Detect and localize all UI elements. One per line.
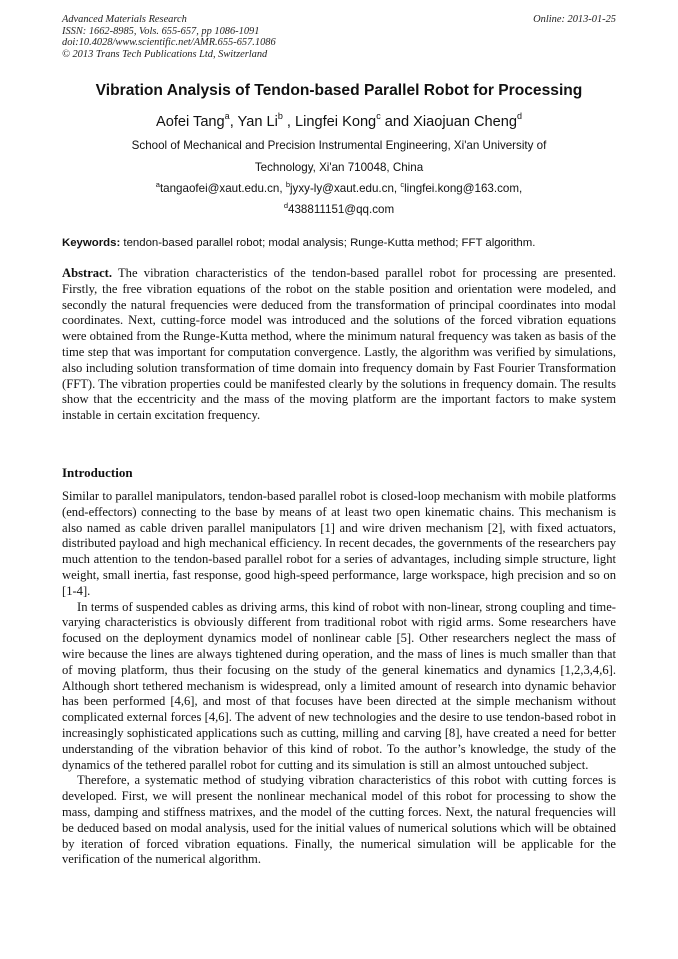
email-mark: c xyxy=(400,180,405,189)
section-heading-introduction: Introduction xyxy=(62,465,133,480)
author-name: Xiaojuan Cheng xyxy=(413,114,518,130)
email-line-1 xyxy=(40,182,638,196)
author-name: Aofei Tang xyxy=(155,114,225,130)
issn-line: ISSN: 1662-8985, Vols. 655-657, pp 1086-1091 xyxy=(62,25,260,37)
keywords-text: tendon-based parallel robot; modal analysis; Runge-Kutta method; FFT algorithm. xyxy=(120,237,536,249)
keywords xyxy=(62,236,622,250)
email-address: lingfei.kong@163.com, xyxy=(404,182,523,195)
doi-line: doi:10.4028/www.scientific.net/AMR.655-657.1086 xyxy=(62,37,276,48)
copyright-line: © 2013 Trans Tech Publications Ltd, Switzerland xyxy=(62,48,268,60)
author-affil-mark: a xyxy=(224,111,230,121)
affiliation-line-2: Technology, Xi'an 710048, China xyxy=(254,161,424,174)
online-date: Online: 2013-01-25 xyxy=(533,14,616,25)
author-affil-mark: b xyxy=(277,111,283,121)
email-mark: d xyxy=(283,201,289,210)
author-list xyxy=(40,113,638,131)
abstract-text: The vibration characteristics of the tendon-based parallel robot for processing are presented. Firstly, the free vibration equations of the robot on the stable position and orientation were modeled, and secondly the natural frequencies were deduced from the transformation of principal coordinates into modal coordinates. Next, cutting-force model was introduced and the solutions of the forced vibration equations were obtained from the Runge-Kutta method, where the minimum natural frequency was taken as basis of the time step that was important for computation convergence. Lastly, the algorithm was verified by simulations, also including solution transformation of time domain into frequency domain by Fast Fourier Transformation (FFT). The vibration properties could be manifested clearly by the solutions in frequency domain. The results show that the eccentricity and the mass of the moving platform are the important factors to make system instable in certain excitation frequency. xyxy=(62,266,616,423)
email-mark: b xyxy=(285,180,290,189)
abstract-label: Abstract. xyxy=(62,266,113,280)
email-mark: a xyxy=(155,180,160,189)
email-address: tangaofei@xaut.edu.cn, xyxy=(159,182,286,195)
author-affil-mark: c xyxy=(376,111,381,121)
email-line-2 xyxy=(40,203,638,217)
journal-header xyxy=(62,14,616,60)
intro-paragraph: Similar to parallel manipulators, tendon-based parallel robot is closed-loop mechanism with mobile platforms (end-effectors) connecting to the base by means of at least two open kinematic chains. This mechanism is also named as cable driven parallel manipulators [1] and wire driven mechanism [2], with fixed actuators, distributed payload and high mechanical efficiency. In recent decades, the governments of the researchers pay much attention to the tendon-based parallel robot for a series of advantages, including simple structure, light weight, small inertia, fast response, good high-speed performance, large workspace, high precision and so on [1-4]. xyxy=(62,489,616,598)
introduction-body xyxy=(62,489,616,868)
intro-paragraph: In terms of suspended cables as driving arms, this kind of robot with non-linear, strong coupling and time-varying characteristics is obviously different from traditional robot with rigid arms. Some researchers have focused on the deployment dynamics model of nonlinear cable [5]. Other researchers neglect the mass of wire because the lines are always tightened during operation, and the mass of lines is much smaller than that of moving platform, thus their focusing on the study of the general kinematics and dynamics [1,2,3,4,6]. Although short tethered mechanism is widespread, only a limited amount of research into dynamic behavior has been performed [4,6], and most of that focuses have been directed at the simple mechanism without complicated external forces [4,6]. The advent of new technologies and the desire to use tendon-based robot in increasingly sophisticated applications such as cutting, milling and carving [8], have created a need for better understanding of the vibration behavior of this kind of robot. To the author’s knowledge, the study of the dynamics of the tethered parallel robot for cutting and its simulation is still an almost untouched subject. xyxy=(62,599,616,772)
author-name: Lingfei Kong xyxy=(295,114,377,130)
email-address: 438811151@qq.com xyxy=(288,203,395,216)
abstract xyxy=(62,266,616,424)
author-name: Yan Li xyxy=(237,114,278,130)
author-separator: , xyxy=(282,114,296,130)
email-address: jyxy-ly@xaut.edu.cn, xyxy=(289,182,401,195)
keywords-label: Keywords: xyxy=(62,237,121,249)
affiliation-line-1: School of Mechanical and Precision Instrumental Engineering, Xi'an University of xyxy=(131,139,547,152)
journal-name: Advanced Materials Research xyxy=(62,14,187,25)
intro-paragraph: Therefore, a systematic method of studying vibration characteristics of this robot with cutting forces is developed. First, we will present the nonlinear mechanical model of this robot for processing to show the mass, damping and stiffness matrixes, and the model of the cutting forces. Next, the natural frequencies will be deduced based on modal analysis, used for the initial values of numerical solutions which will be obtained by iteration of forced vibration equations. Finally, the numerical simulation will be applicable for the verification of the numerical algorithm. xyxy=(62,773,616,867)
author-separator: and xyxy=(380,114,414,130)
paper-title: Vibration Analysis of Tendon-based Parallel Robot for Processing xyxy=(95,82,583,99)
author-separator: , xyxy=(229,114,238,130)
author-affil-mark: d xyxy=(517,111,523,121)
